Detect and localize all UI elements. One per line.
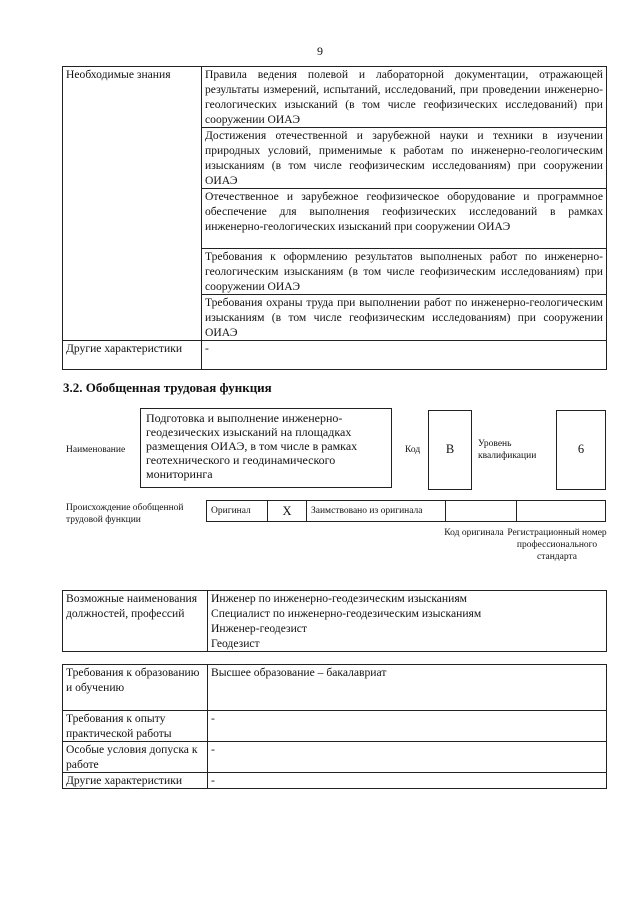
table-row: [63, 665, 607, 711]
table-row: [63, 773, 607, 789]
borrowed-label: Заимствовано из оригинала: [307, 501, 446, 522]
knowledge-item: Требования охраны труда при выполнении работ по инженерно-геологическим изысканиям (в том числе геофизическим исследованиям) при сооружении ОИАЭ: [202, 295, 607, 341]
registration-number-cell: [517, 501, 606, 522]
table-row: [63, 341, 607, 370]
education-requirements-label: Требования к образованию и обучению: [63, 665, 208, 711]
knowledge-item: Правила ведения полевой и лабораторной документации, отражающей результаты измерений, испытаний, исследований, при проведении инженерно-геологических изысканий (в том числе геофизических исследований) при сооружении ОИАЭ: [202, 67, 607, 128]
position-item: Геодезист: [211, 637, 260, 650]
admission-conditions-label: Особые условия допуска к работе: [63, 742, 208, 773]
required-knowledge-label: Необходимые знания: [63, 67, 202, 341]
table-row: [63, 67, 607, 128]
code-label: Код: [405, 445, 421, 455]
requirements-table: [62, 664, 607, 789]
function-code-box: B: [428, 410, 472, 490]
table-row: [63, 711, 607, 742]
original-label: Оригинал: [207, 501, 268, 522]
knowledge-item: Отечественное и зарубежное геофизическое оборудование и программное обеспечение для выполнения геофизических исследований в рамках инженерно-геологических изысканий при сооружении ОИАЭ: [202, 189, 607, 249]
education-requirements-value: Высшее образование – бакалавриат: [208, 665, 607, 711]
positions-table: [62, 590, 607, 652]
experience-requirements-label: Требования к опыту практической работы: [63, 711, 208, 742]
knowledge-table: [62, 66, 607, 370]
qualification-level-label: Уровень квалификации: [478, 439, 537, 461]
positions-list: [208, 591, 607, 652]
function-name-box: Подготовка и выполнение инженерно-геодезических изысканий на площадках размещения ОИАЭ, в том числе в рамках геотехнического и геодинамического мониторинга: [140, 408, 392, 488]
table-row: [63, 591, 607, 652]
qualification-level-box: 6: [556, 410, 606, 490]
position-item: Инженер по инженерно-геодезическим изысканиям: [211, 592, 468, 605]
experience-requirements-value: -: [208, 711, 607, 742]
origin-table: [206, 500, 606, 522]
origin-label: Происхождение обобщенной трудовой функции: [66, 503, 184, 525]
section-title: 3.2. Обобщенная трудовая функция: [63, 380, 272, 395]
original-code-cell: [446, 501, 517, 522]
table-row: [63, 742, 607, 773]
registration-number-caption: Регистрационный номер профессионального стандарта: [507, 528, 607, 562]
name-label: Наименование: [66, 445, 126, 455]
original-code-caption: Код оригинала: [444, 528, 504, 538]
other-characteristics-label: Другие характеристики: [63, 773, 208, 789]
original-mark: X: [268, 501, 307, 522]
position-item: Специалист по инженерно-геодезическим изысканиям: [211, 607, 482, 620]
positions-label: Возможные наименования должностей, профессий: [63, 591, 208, 652]
page-number: 9: [317, 44, 323, 58]
knowledge-item: Требования к оформлению результатов выполненых работ по инженерно-геологическим изысканиям (в том числе геофизическим исследованиям) при сооружении ОИАЭ: [202, 249, 607, 295]
position-item: Инженер-геодезист: [211, 622, 307, 635]
knowledge-item: Достижения отечественной и зарубежной науки и техники в изучении природных условий, применимые к работам по инженерно-геологическим изысканиям (в том числе геофизическим исследованиям) при сооружении ОИАЭ: [202, 128, 607, 189]
other-characteristics-value: -: [202, 341, 607, 370]
other-characteristics-value: -: [208, 773, 607, 789]
admission-conditions-value: -: [208, 742, 607, 773]
table-row: [207, 501, 606, 522]
other-characteristics-label: Другие характеристики: [63, 341, 202, 370]
